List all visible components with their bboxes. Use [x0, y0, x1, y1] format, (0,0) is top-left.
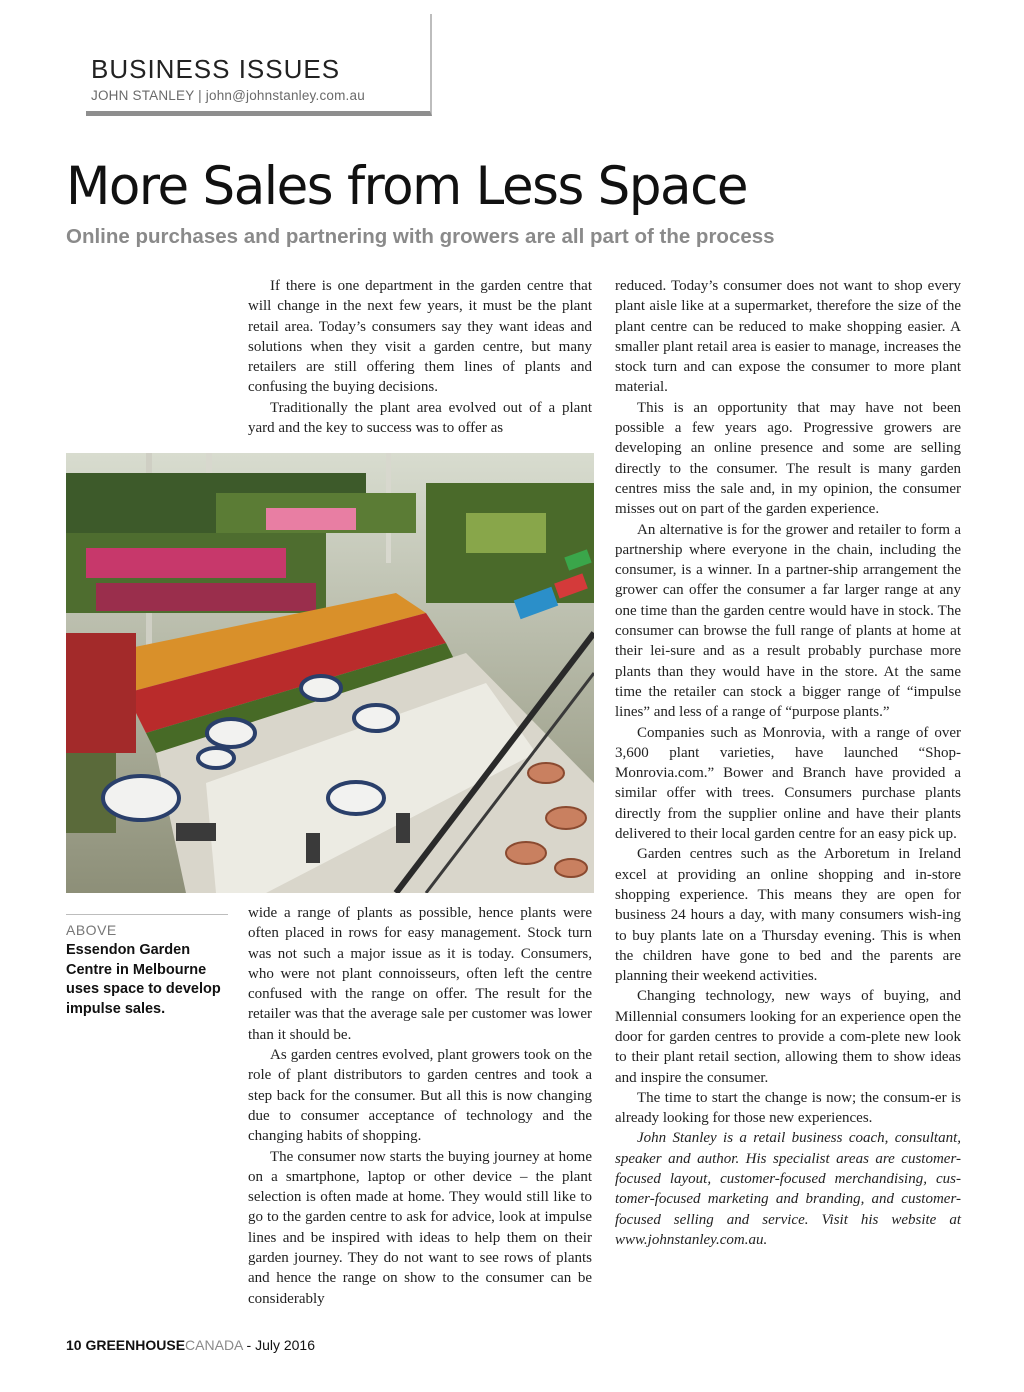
author-byline: JOHN STANLEY | john@johnstanley.com.au [91, 88, 365, 103]
article-column-1-top [248, 276, 592, 438]
garden-centre-photo-illustration [66, 453, 594, 893]
section-title: BUSINESS ISSUES [91, 54, 341, 84]
article-subtitle: Online purchases and partnering with growers are all part of the process [66, 225, 775, 248]
paragraph: The time to start the change is now; the consum-er is already looking for those new experiences. [615, 1089, 961, 1127]
paragraph: This is an opportunity that may have not been possible a few years ago. Progressive growers are developing an online presence and some are selling directly to the consumer. The result is many garden centres miss the sale and, in my opinion, the consumer misses out on part of the garden experience. [615, 399, 961, 518]
magazine-name-country: CANADA [185, 1337, 243, 1353]
paragraph: Garden centres such as the Arboretum in Ireland excel at providing an online shopping and in-store shopping experience. This means they are open for business 24 hours a day, with many consumers wish-ing to buy plants late on a Thursday evening. This is when the children have gone to bed and the parents are planning their weekend activities. [615, 846, 961, 985]
paragraph: Traditionally the plant area evolved out of a plant yard and the key to success was to offer as [248, 399, 592, 437]
article-column-2 [615, 276, 961, 1250]
article-title: More Sales from Less Space [66, 156, 748, 217]
paragraph: reduced. Today’s consumer does not want to shop every plant aisle like at a supermarket, therefore the size of the plant centre can be reduced to make shopping easier. A smaller plant retail area is easier to manage, increases the stock turn and can expose the consumer to more plant material. [615, 278, 961, 396]
garden-centre-photo [66, 453, 594, 893]
paragraph: Changing technology, new ways of buying, and Millennial consumers looking for an experience open the door for garden centres to provide a com-plete new look to their plant retail section, allowing them to show ideas and inspire the consumer. [615, 988, 961, 1086]
magazine-name: GREENHOUSE [85, 1337, 186, 1353]
paragraph: The consumer now starts the buying journey at home on a smartphone, laptop or other device – the plant selection is often made at home. They would still like to go to the garden centre to ask for advice, look at impulse lines and be inspired with ideas to help them on their garden journey. They do not want to see rows of plants and hence the range on show to the consumer can be considerably [248, 1148, 592, 1307]
caption-label: ABOVE [66, 922, 117, 938]
author-bio: John Stanley is a retail business coach, consultant, speaker and author. His specialist areas are customer-focused layout, customer-focused merchandising, cus-tomer-focused marketing and branding, and customer-focused selling and service. Visit his website at www.johnstanley.com.au. [615, 1130, 961, 1248]
paragraph: If there is one department in the garden centre that will change in the next few years, it must be the plant retail area. Today’s consumers say they want ideas and solutions when they visit a garden centre, but many retailers are still offering them lines of plants and confusing the buying decisions. [248, 278, 592, 396]
paragraph: Companies such as Monrovia, with a range of over 3,600 plant varieties, have launched “Shop-Monrovia.com.” Bower and Branch have provided a similar offer with trees. Consumers purchase plants directly from the supplier online and have their plants delivered to their local garden centre for an easy pick up. [615, 724, 961, 843]
paragraph: An alternative is for the grower and retailer to form a partnership where everyone in the chain, including the consumer, is a winner. In a partner-ship arrangement the grower can offer the consumer a far larger range at any one time than the garden centre would have in stock. The consumer can browse the full range of plants at home at their lei-sure and as a result probably purchase more plants than they would have in the store. At the same time the retailer can stock a bigger range of “impulse lines” and less of a range of “purpose plants.” [615, 521, 961, 721]
page-footer [66, 1337, 315, 1353]
paragraph: As garden centres evolved, plant growers took on the role of plant distributors to garden centres and took a step back for the consumer. But all this is now changing due to consumer acceptance of technology and the changing habits of shopping. [248, 1047, 592, 1145]
caption-rule [66, 914, 228, 915]
photo-caption: Essendon Garden Centre in Melbourne uses space to develop impulse sales. [66, 942, 221, 1017]
page-number: 10 [66, 1337, 82, 1353]
issue-date: - July 2016 [246, 1337, 315, 1353]
article-column-1-bottom [248, 903, 592, 1309]
paragraph: wide a range of plants as possible, hence plants were often placed in rows for easy management. Stock turn was not such a major issue as it is today. Consumers, who were not plant connoisseurs, often left the centre confused with the range on offer. The result for the retailer was that the average sale per customer was lower than it should be. [248, 905, 592, 1043]
